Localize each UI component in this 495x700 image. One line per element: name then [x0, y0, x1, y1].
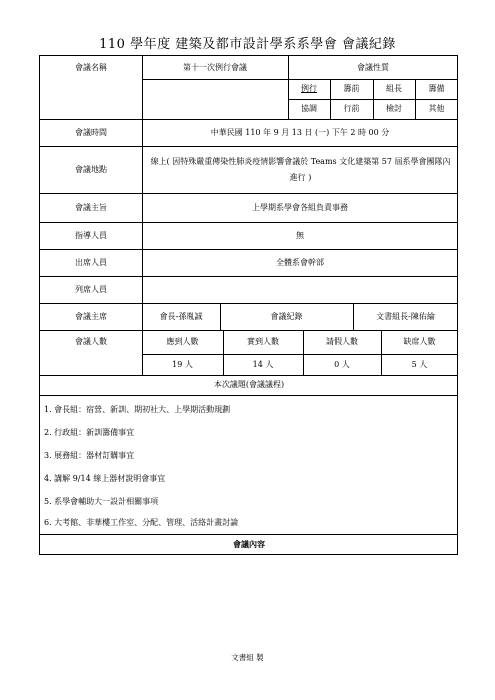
meeting-purpose-value: 上學期系學會各組負責事務: [252, 202, 348, 212]
headcount-header: 實到人數: [247, 337, 279, 346]
agenda-header: 本次議題(會議議程): [213, 380, 285, 389]
nature-option: 籌備: [428, 84, 445, 93]
meeting-name-value: 第十一次例行會議: [183, 62, 247, 72]
headcount-label: 會議人數: [75, 337, 107, 346]
recorder-value: 文書組長-陳佑綸: [376, 311, 435, 321]
advisor-value: 無: [296, 230, 304, 240]
observers-label: 列席人員: [75, 284, 107, 294]
advisor-label: 指導人員: [75, 230, 107, 240]
document-title: 110 學年度 建築及都市設計學系系學會 會議紀錄: [99, 37, 396, 52]
divider: [40, 395, 458, 396]
agenda-item: 4. 講解 9/14 線上器材說明會事宜: [44, 473, 166, 483]
nature-option: 籌前: [343, 84, 360, 93]
recorder-label: 會議紀錄: [270, 311, 303, 321]
chair-value: 會長-孫胤誠: [159, 311, 203, 321]
nature-option: 檢討: [386, 104, 402, 113]
footer-credit: 文書組 製: [231, 653, 264, 662]
agenda-item: 2. 行政組：新訓籌備事宜: [44, 427, 135, 437]
agenda-item: 5. 系學會輔助大一設計相關事項: [44, 496, 159, 506]
headcount-value: 5 人: [411, 359, 428, 369]
content-header: 會議內容: [233, 539, 265, 549]
attendees-label: 出席人員: [75, 257, 107, 267]
nature-option-routine: 例行: [301, 84, 317, 93]
meeting-time-value: 中華民國 110 年 9 月 13 日 (一) 下午 2 時 00 分: [210, 127, 390, 137]
meeting-purpose-label: 會議主旨: [75, 202, 107, 212]
headcount-header: 缺席人數: [403, 337, 436, 346]
meeting-name-label: 會議名稱: [75, 62, 107, 72]
meeting-record-form: [39, 55, 458, 555]
meeting-time-label: 會議時間: [75, 127, 107, 137]
headcount-header: 應到人數: [166, 337, 199, 346]
headcount-value: 19 人: [172, 359, 193, 369]
agenda-item: 1. 會長組：宿營、新訓、期初社大、上學期活動規劃: [44, 404, 231, 414]
nature-option: 組長: [386, 84, 402, 93]
attendees-value: 全體系會幹部: [276, 257, 324, 267]
nature-option: 其他: [428, 104, 445, 113]
observers-value: [142, 276, 458, 303]
meeting-location-value: 線上( 因特殊嚴重傳染性肺炎疫情影響會議於 Teams 文化建築第 57 屆系學會團隊內進行 ): [150, 156, 451, 182]
headcount-value: 0 人: [334, 359, 350, 369]
nature-option: 行前: [343, 104, 360, 113]
meeting-nature-label: 會議性質: [357, 62, 389, 72]
headcount-value: 14 人: [252, 359, 274, 369]
chair-label: 會議主席: [75, 311, 107, 321]
agenda-item: 3. 展務組：器材訂購事宜: [44, 450, 135, 460]
meeting-location-label: 會議地點: [75, 164, 107, 174]
headcount-header: 請假人數: [326, 337, 358, 346]
agenda-item: 6. 大考館、非華樓工作室、分配、管理、活絡計畫討論: [44, 517, 239, 527]
nature-option: 協調: [301, 104, 317, 113]
